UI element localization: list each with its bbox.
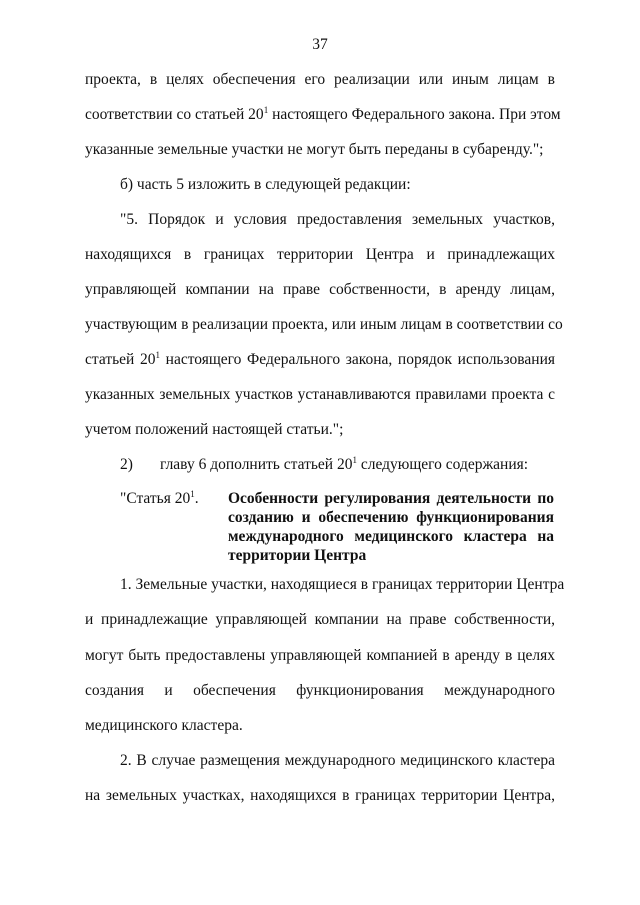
text-line: создания и обеспечения функционирования международного xyxy=(85,682,555,699)
item-2-number: 2) xyxy=(120,456,133,473)
item-2-text: главу 6 дополнить статьей $20^1$ следующего содержания: xyxy=(160,455,529,473)
text-line: 1. Земельные участки, находящиеся в границах территории Центра xyxy=(120,576,565,593)
text-line: медицинского кластера. xyxy=(85,717,243,734)
text-line: 2. В случае размещения международного медицинского кластера xyxy=(120,752,555,769)
text-line: участвующим в реализации проекта, или иным лицам в соответствии со xyxy=(85,316,563,333)
page-number: 37 xyxy=(312,36,328,53)
text-line: соответствии со статьей $20^1$ настоящего Федерального закона. При этом xyxy=(85,105,561,123)
text-line: учетом положений настоящей статьи."; xyxy=(85,421,344,438)
text-line: управляющей компании на праве собственности, в аренду лицам, xyxy=(85,281,555,298)
text-line: находящихся в границах территории Центра и принадлежащих xyxy=(85,246,555,263)
item-b: б) часть 5 изложить в следующей редакции: xyxy=(120,176,411,193)
text-line: статьей $20^1$ настоящего Федерального закона, порядок использования xyxy=(85,350,555,368)
article-title-line: территории Центра xyxy=(228,547,367,564)
text-line: "5. Порядок и условия предоставления земельных участков, xyxy=(120,211,555,228)
article-title-line: Особенности регулирования деятельности по xyxy=(228,490,554,507)
text-line: указанные земельные участки не могут быть переданы в субаренду."; xyxy=(85,141,544,158)
article-title-line: международного медицинского кластера на xyxy=(228,528,554,545)
text-line: на земельных участках, находящихся в границах территории Центра, xyxy=(85,787,555,804)
text-line: указанных земельных участков устанавливаются правилами проекта с xyxy=(85,386,555,403)
text-line: проекта, в целях обеспечения его реализации или иным лицам в xyxy=(85,71,555,88)
text-line: могут быть предоставлены управляющей компанией в аренду в целях xyxy=(85,647,555,664)
text-line: и принадлежащие управляющей компании на праве собственности, xyxy=(85,611,555,628)
article-label: "Статья $20^1$. xyxy=(120,489,199,507)
article-title xyxy=(228,489,554,565)
article-title-line: созданию и обеспечению функционирования xyxy=(228,509,554,526)
